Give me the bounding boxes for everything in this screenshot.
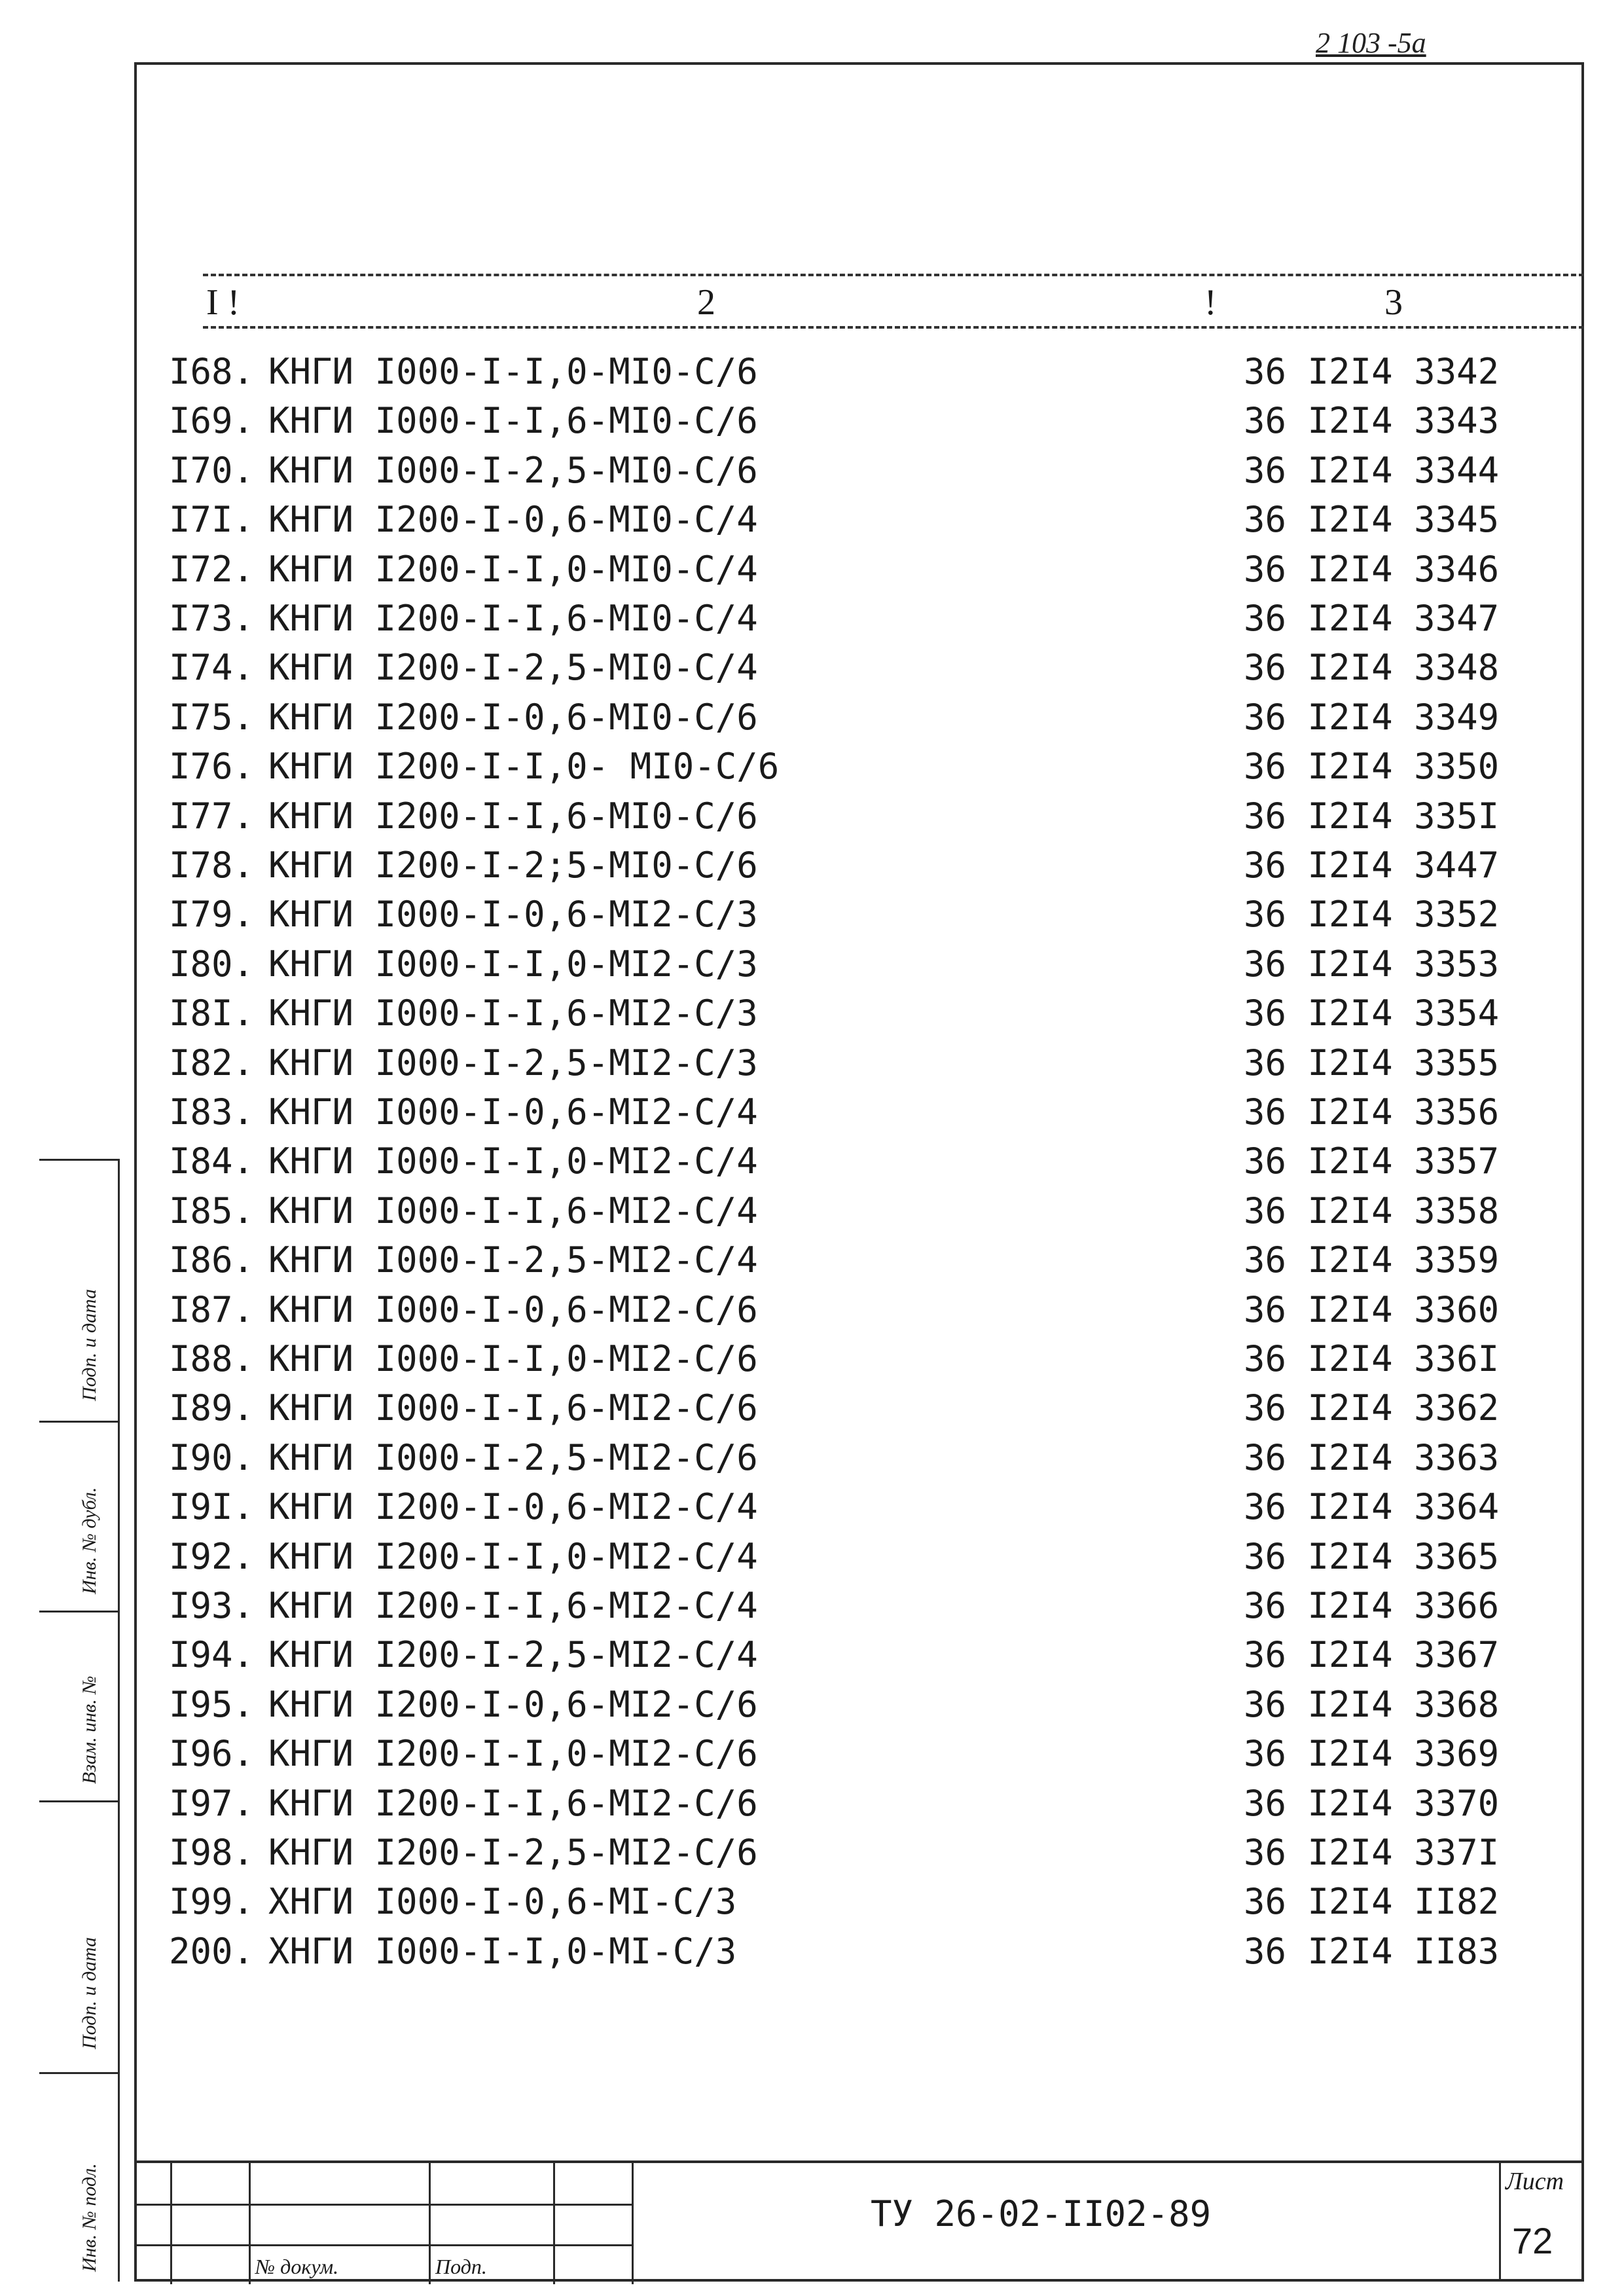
item-number: I73.	[169, 598, 255, 639]
item-code: 36 I2I4 335I	[1244, 795, 1500, 837]
item-number: I84.	[169, 1140, 255, 1182]
item-designation: КНГИ I200-I-0,6-MI2-C/4	[268, 1486, 758, 1528]
item-code: 36 I2I4 3365	[1244, 1535, 1500, 1577]
list-item	[169, 1877, 1499, 1926]
item-number: I87.	[169, 1288, 255, 1330]
title-block-divider	[134, 2204, 632, 2206]
item-number: I93.	[169, 1585, 255, 1626]
title-block-divider	[553, 2163, 555, 2284]
item-code: 36 I2I4 3355	[1244, 1042, 1500, 1084]
item-number: I97.	[169, 1782, 255, 1824]
item-code: 36 I2I4 3368	[1244, 1683, 1500, 1725]
item-code: 36 I2I4 3350	[1244, 746, 1500, 788]
item-designation: КНГИ I200-I-0,6-MI2-C/6	[268, 1683, 758, 1725]
item-code: 36 I2I4 3343	[1244, 400, 1500, 442]
item-designation: КНГИ I200-I-I,0-MI0-C/4	[268, 548, 758, 590]
side-cell-divider	[39, 2072, 118, 2074]
item-code: 36 I2I4 3348	[1244, 647, 1500, 689]
list-item	[169, 742, 1499, 791]
item-number: I96.	[169, 1733, 255, 1775]
item-code: 36 I2I4 3357	[1244, 1140, 1500, 1182]
item-code: 36 I2I4 3362	[1244, 1387, 1500, 1429]
item-number: I79.	[169, 894, 255, 936]
item-number: I80.	[169, 943, 255, 985]
item-number: I92.	[169, 1535, 255, 1577]
item-designation: КНГИ I000-I-0,6-MI2-C/4	[268, 1091, 758, 1133]
list-item	[169, 446, 1499, 495]
item-code: 36 I2I4 3447	[1244, 845, 1500, 886]
list-item	[169, 643, 1499, 692]
list-item	[169, 1828, 1499, 1877]
item-code: 36 I2I4 3359	[1244, 1239, 1500, 1281]
list-item	[169, 1482, 1499, 1531]
list-item	[169, 939, 1499, 989]
list-item	[169, 841, 1499, 890]
document-code: ТУ 26-02-II02-89	[871, 2193, 1212, 2234]
list-item	[169, 1581, 1499, 1630]
list-item	[169, 1285, 1499, 1334]
list-item	[169, 1779, 1499, 1828]
item-designation: КНГИ I200-I-2,5-MI2-C/4	[268, 1634, 758, 1676]
item-designation: КНГИ I000-I-I,0-MI2-C/6	[268, 1338, 758, 1379]
list-item	[169, 792, 1499, 841]
title-block-divider	[134, 2244, 632, 2246]
side-label-replace-inv: Взам. инв. №	[79, 1675, 100, 1784]
item-code: 36 I2I4 3342	[1244, 351, 1500, 392]
item-code: 36 I2I4 3363	[1244, 1436, 1500, 1478]
list-item	[169, 1927, 1499, 1976]
side-cell-divider	[39, 1421, 118, 1423]
item-code: 36 I2I4 3366	[1244, 1585, 1500, 1626]
item-code: 36 I2I4 3353	[1244, 943, 1500, 985]
item-designation: ХНГИ I000-I-0,6-MI-C/3	[268, 1881, 737, 1923]
item-code: 36 I2I4 3349	[1244, 696, 1500, 738]
item-code: 36 I2I4 3352	[1244, 894, 1500, 936]
item-code: 36 I2I4 3345	[1244, 499, 1500, 541]
item-designation: КНГИ I200-I-2,5-MI0-C/4	[268, 647, 758, 689]
item-designation: КНГИ I000-I-2,5-MI2-C/4	[268, 1239, 758, 1281]
item-number: I72.	[169, 548, 255, 590]
item-number: I99.	[169, 1881, 255, 1923]
list-item	[169, 1334, 1499, 1383]
item-designation: КНГИ I000-I-I,0-MI2-C/3	[268, 943, 758, 985]
list-item	[169, 989, 1499, 1038]
list-item	[169, 495, 1499, 544]
column-separator: !	[1204, 282, 1217, 323]
list-item	[169, 1630, 1499, 1679]
item-designation: КНГИ I200-I-I,6-MI2-C/4	[268, 1585, 758, 1626]
item-number: I68.	[169, 351, 255, 392]
item-number: I95.	[169, 1683, 255, 1725]
item-code: 36 I2I4 3356	[1244, 1091, 1500, 1133]
stamp-sign-label: Подп.	[435, 2255, 487, 2278]
list-item	[169, 1383, 1499, 1432]
item-number: I8I.	[169, 993, 255, 1034]
side-cell-divider	[39, 1159, 118, 1161]
column-header-3: 3	[1384, 282, 1403, 323]
list-item	[169, 1137, 1499, 1186]
item-designation: КНГИ I200-I-I,6-MI2-C/6	[268, 1782, 758, 1824]
column-header-1: I !	[206, 282, 240, 323]
item-code: 36 I2I4 II83	[1244, 1930, 1500, 1972]
item-number: I69.	[169, 400, 255, 442]
side-label-dup-inv: Инв. № дубл.	[79, 1487, 100, 1594]
header-top-dashed-line	[203, 274, 1584, 276]
item-number: I9I.	[169, 1486, 255, 1528]
list-item	[169, 1433, 1499, 1482]
item-code: 36 I2I4 3370	[1244, 1782, 1500, 1824]
header-bottom-dashed-line	[203, 326, 1584, 329]
title-block-divider	[632, 2163, 634, 2284]
item-number: I85.	[169, 1190, 255, 1231]
item-designation: КНГИ I000-I-I,6-MI2-C/4	[268, 1190, 758, 1231]
item-designation: КНГИ I200-I-2;5-MI0-C/6	[268, 845, 758, 886]
item-number: I75.	[169, 696, 255, 738]
item-code: 36 I2I4 3347	[1244, 598, 1500, 639]
item-designation: КНГИ I000-I-0,6-MI2-C/6	[268, 1288, 758, 1330]
item-designation: КНГИ I200-I-I,0-MI2-C/4	[268, 1535, 758, 1577]
side-cell-divider	[39, 1800, 118, 1802]
list-item	[169, 594, 1499, 643]
item-designation: КНГИ I200-I-I,0- MI0-C/6	[268, 746, 780, 788]
item-designation: КНГИ I000-I-I,0-MI0-C/6	[268, 351, 758, 392]
item-code: 36 I2I4 337I	[1244, 1832, 1500, 1873]
item-number: I76.	[169, 746, 255, 788]
item-number: 200.	[169, 1930, 255, 1972]
item-designation: КНГИ I000-I-2,5-MI0-C/6	[268, 449, 758, 491]
list-item	[169, 1087, 1499, 1137]
item-number: I90.	[169, 1436, 255, 1478]
side-registration-strip	[39, 1159, 120, 2282]
item-code: 36 I2I4 336I	[1244, 1338, 1500, 1379]
list-item	[169, 1235, 1499, 1285]
item-number: I70.	[169, 449, 255, 491]
item-code: 36 I2I4 3369	[1244, 1733, 1500, 1775]
list-item	[169, 1680, 1499, 1729]
item-number: I83.	[169, 1091, 255, 1133]
item-code: 36 I2I4 3367	[1244, 1634, 1500, 1676]
list-item	[169, 693, 1499, 742]
list-item	[169, 347, 1499, 396]
item-code: 36 I2I4 II82	[1244, 1881, 1500, 1923]
item-designation: КНГИ I200-I-I,0-MI2-C/6	[268, 1733, 758, 1775]
title-block-divider	[429, 2163, 431, 2284]
item-designation: КНГИ I200-I-0,6-MI0-C/4	[268, 499, 758, 541]
item-designation: ХНГИ I000-I-I,0-MI-C/3	[268, 1930, 737, 1972]
item-code: 36 I2I4 3346	[1244, 548, 1500, 590]
list-item	[169, 1038, 1499, 1087]
side-label-orig-inv: Инв. № подл.	[79, 2163, 100, 2272]
item-number: I78.	[169, 845, 255, 886]
item-code: 36 I2I4 3344	[1244, 449, 1500, 491]
item-designation: КНГИ I000-I-0,6-MI2-C/3	[268, 894, 758, 936]
item-designation: КНГИ I000-I-I,6-MI2-C/6	[268, 1387, 758, 1429]
item-number: I94.	[169, 1634, 255, 1676]
item-designation: КНГИ I000-I-2,5-MI2-C/3	[268, 1042, 758, 1084]
list-item	[169, 890, 1499, 939]
item-designation: КНГИ I000-I-I,6-MI2-C/3	[268, 993, 758, 1034]
item-number: I77.	[169, 795, 255, 837]
item-code: 36 I2I4 3354	[1244, 993, 1500, 1034]
title-block	[134, 2160, 1584, 2284]
item-designation: КНГИ I200-I-2,5-MI2-C/6	[268, 1832, 758, 1873]
item-number: I82.	[169, 1042, 255, 1084]
side-label-sign-date: Подп. и дата	[79, 1288, 100, 1401]
item-number: I86.	[169, 1239, 255, 1281]
sheet-label: Лист	[1506, 2168, 1564, 2195]
item-designation: КНГИ I000-I-2,5-MI2-C/6	[268, 1436, 758, 1478]
column-header-2: 2	[697, 282, 715, 323]
side-label-sign-date-2: Подп. и дата	[79, 1937, 100, 2049]
item-number: I98.	[169, 1832, 255, 1873]
sheet-number: 72	[1512, 2220, 1553, 2261]
list-item	[169, 545, 1499, 594]
stamp-doc-no-label: № докум.	[255, 2255, 339, 2278]
title-block-divider	[170, 2163, 172, 2284]
item-number: I89.	[169, 1387, 255, 1429]
item-number: I74.	[169, 647, 255, 689]
side-cell-divider	[39, 1611, 118, 1613]
list-item	[169, 1532, 1499, 1581]
list-item	[169, 1729, 1499, 1778]
list-item	[169, 1186, 1499, 1235]
list-item	[169, 396, 1499, 445]
item-designation: КНГИ I200-I-I,6-MI0-C/6	[268, 795, 758, 837]
item-designation: КНГИ I200-I-0,6-MI0-C/6	[268, 696, 758, 738]
item-code: 36 I2I4 3364	[1244, 1486, 1500, 1528]
item-number: I7I.	[169, 499, 255, 541]
item-code: 36 I2I4 3360	[1244, 1288, 1500, 1330]
item-number: I88.	[169, 1338, 255, 1379]
item-designation: КНГИ I000-I-I,6-MI0-C/6	[268, 400, 758, 442]
item-code: 36 I2I4 3358	[1244, 1190, 1500, 1231]
title-block-divider	[249, 2163, 251, 2284]
item-designation: КНГИ I000-I-I,0-MI2-C/4	[268, 1140, 758, 1182]
item-designation: КНГИ I200-I-I,6-MI0-C/4	[268, 598, 758, 639]
top-archive-code: 2 103 -5а	[1316, 27, 1426, 59]
